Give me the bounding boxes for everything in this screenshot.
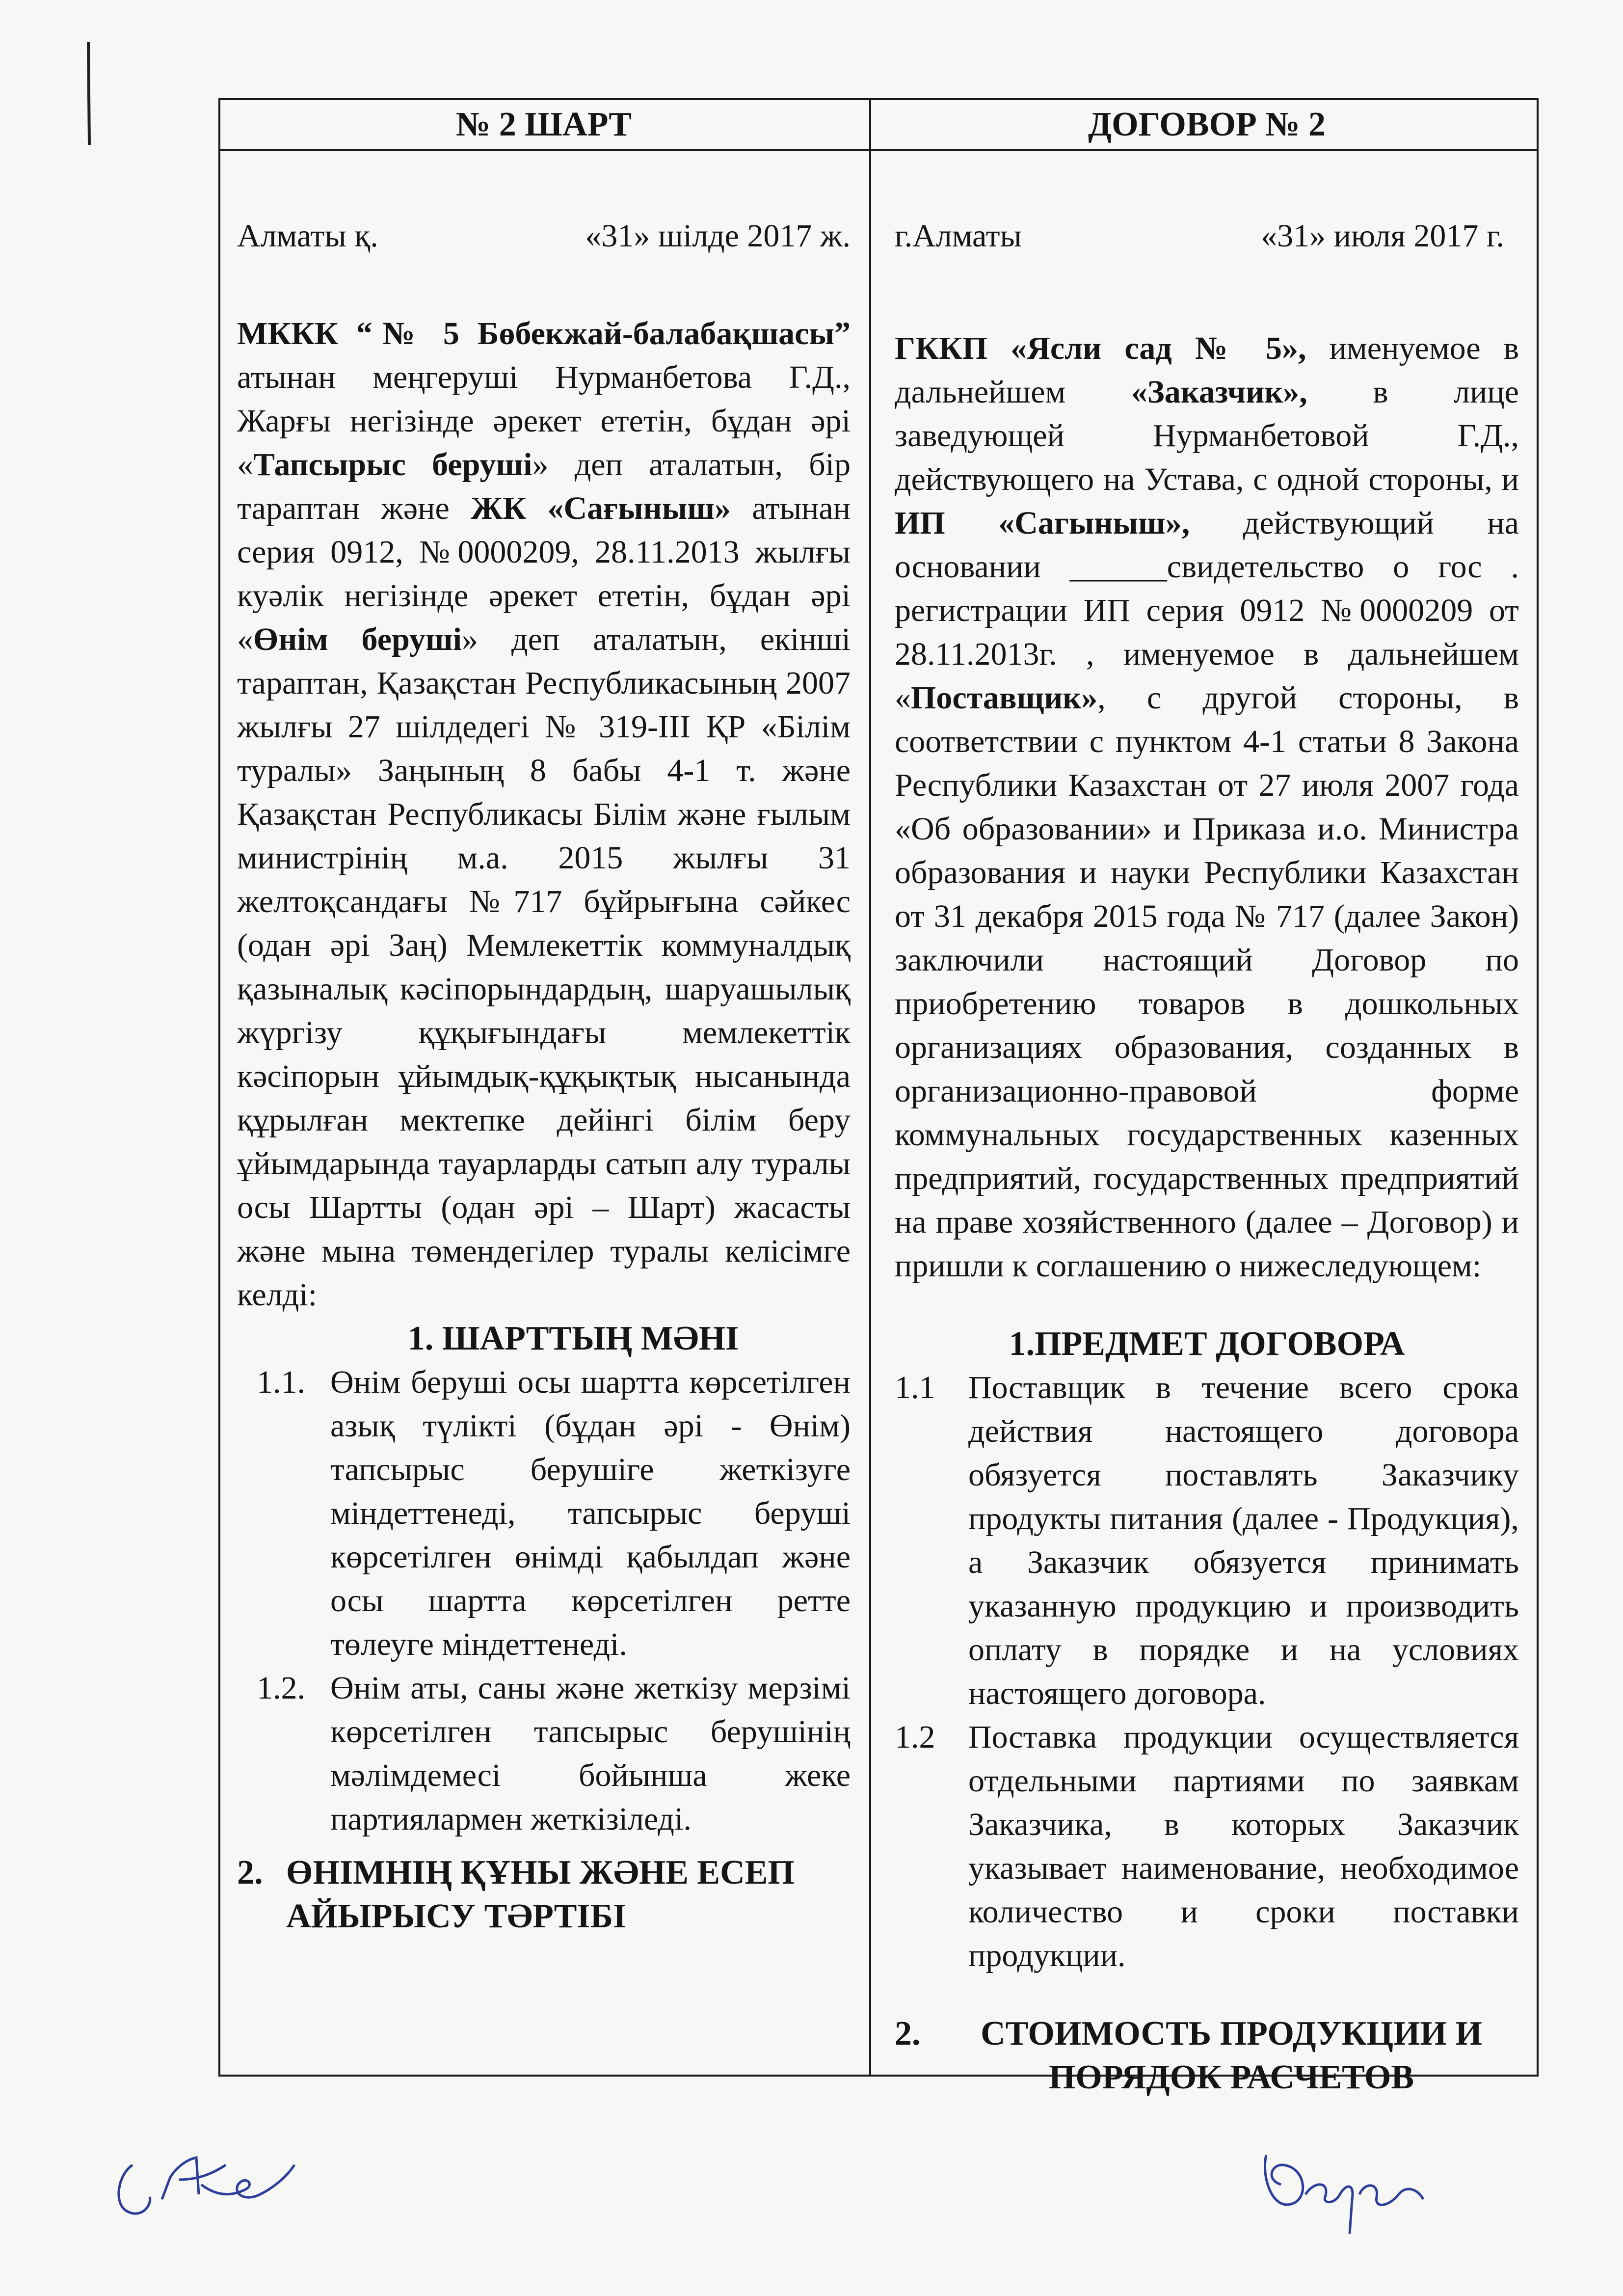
russian-section-1-title: 1.ПРЕДМЕТ ДОГОВОРА	[1009, 1325, 1405, 1363]
kazakh-clause-1-2	[237, 1666, 851, 1841]
section-title: СТОИМОСТЬ ПРОДУКЦИИ И ПОРЯДОК РАСЧЕТОВ	[981, 2015, 1482, 2096]
clause-number: 1.1	[895, 1370, 935, 1405]
bold-run: «Заказчик»,	[1131, 374, 1307, 410]
bold-run: ЖК «Сағыныш»	[471, 490, 731, 526]
russian-column	[871, 100, 1537, 2096]
russian-place-date	[895, 214, 1519, 258]
kazakh-place-date	[237, 214, 851, 258]
contract-table	[218, 98, 1539, 2096]
text-run: действующий на основании ______свидетельство о гос . регистрации ИП серия 0912 №0000209 от 28.11.2013г. , именуемое в дальнейшем «	[895, 505, 1519, 716]
text-run: атынан меңгеруші Нурманбетова Г.Д., Жарғы негізінде әрекет ететін, бұдан әрі «	[237, 359, 851, 483]
text-run: » деп аталатын, бір тараптан және	[237, 447, 851, 526]
bold-run: Поставщик»	[911, 680, 1098, 716]
section-number: 2.	[237, 1854, 263, 1891]
signature-right	[1237, 2135, 1443, 2248]
text-run: именуемое в дальнейшем	[895, 330, 1519, 410]
text-run: » деп аталатын, екінші тараптан, Қазақстан Республикасының 2007 жылғы 27 шілдедегі № 319-III ҚР «Білім туралы» Заңының 8 бабы 4-1 т. және Қазақстан Республикасы Білім және ғылым министрінің м.а. 2015 жылғы 31 желтоқсандағы №717 бұйрығына сәйкес (одан әрі Заң) Мемлекеттік коммуналдық қазыналық кәсіпорындардың, шаруашылық жүргізу құқығындағы мемлекеттік кәсіпорын ұйымдық-құқықтық нысанында құрылған мектепке дейінгі білім беру ұйымдарында тауарларды сатып алу туралы осы Шартты (одан әрі – Шарт) жасасты және мына төмендегілер туралы келісімге келді:	[237, 621, 851, 1313]
kazakh-city: Алматы қ.	[237, 218, 378, 254]
clause-text: Өнім беруші осы шартта көрсетілген азық түлікті (бұдан әрі - Өнім) тапсырыс берушіге жеткізуге міндеттенеді, тапсырыс беруші көрсетілген өнімді қабылдап және осы шартта көрсетілген ретте төлеуге міндеттенеді.	[330, 1364, 851, 1662]
kazakh-clause-1-1	[237, 1360, 851, 1666]
russian-contract-title: ДОГОВОР № 2	[1088, 106, 1326, 143]
signature-right-stroke	[1265, 2155, 1423, 2234]
bold-run: Тапсырыс беруші	[253, 447, 532, 483]
section-number: 2.	[895, 2015, 921, 2053]
binder-mark-line	[79, 39, 98, 147]
bold-run: ИП «Сагыныш»,	[895, 505, 1190, 541]
bold-run: МККК “№ 5 Бөбекжай-балабақшасы”	[237, 316, 851, 351]
russian-date: «31» июля 2017 г.	[1261, 218, 1504, 254]
bold-run: ГККП «Ясли сад № 5»,	[895, 330, 1306, 366]
section-title: ӨНІМНІҢ ҚҰНЫ ЖӘНЕ ЕСЕП АЙЫРЫСУ ТӘРТІБІ	[286, 1854, 795, 1935]
clause-text: Өнім аты, саны және жеткізу мерзімі көрсетілген тапсырыс берушінің мәлімдемесі бойынша жеке партиялармен жеткізіледі.	[330, 1670, 851, 1837]
clause-number: 1.2	[895, 1719, 935, 1755]
text-run: , с другой стороны, в соответствии с пунктом 4-1 статьи 8 Закона Республики Казахстан от 27 июля 2007 года «Об образовании» и Приказа и.о. Министра образования и науки Республики Казахстан от 31 декабря 2015 года № 717 (далее Закон) заключили настоящий Договор по приобретению товаров в дошкольных организациях образования, созданных в организационно-правовой форме коммунальных государственных казенных предприятий, государственных предприятий на праве хозяйственного (далее – Договор) и пришли к соглашению о нижеследующем:	[895, 680, 1519, 1284]
clause-text: Поставщик в течение всего срока действия настоящего договора обязуется поставлять Заказчику продукты питания (далее - Продукция), а Заказчик обязуется принимать указанную продукцию и производить оплату в порядке и на условиях настоящего договора.	[968, 1370, 1519, 1711]
russian-city: г.Алматы	[895, 218, 1022, 254]
clause-number: 1.2.	[257, 1670, 305, 1706]
clause-text: Поставка продукции осуществляется отдельными партиями по заявкам Заказчика, в которых Заказчик указывает наименование, необходимое количество и сроки поставки продукции.	[968, 1719, 1519, 1973]
binder-mark	[79, 39, 98, 147]
kazakh-date: «31» шілде 2017 ж.	[585, 218, 851, 254]
kazakh-preamble	[237, 312, 851, 1317]
russian-clause-1-2	[895, 1715, 1519, 1977]
kazakh-section-2-title	[237, 1851, 851, 1938]
russian-preamble	[895, 326, 1519, 1288]
russian-clause-1-1	[895, 1366, 1519, 1715]
text-run: атынан серия 0912, №0000209, 28.11.2013 жылғы куәлік негізінде әрекет ететін, бұдан әрі «	[237, 490, 851, 657]
signature-left-stroke	[119, 2158, 294, 2214]
kazakh-section-1-title: 1. ШАРТТЫҢ МӘНІ	[407, 1320, 739, 1357]
russian-section-2-title	[895, 2012, 1519, 2099]
bold-run: Өнім беруші	[253, 621, 462, 657]
text-run: в лице заведующей Нурманбетовой Г.Д., действующего на Устава, с одной стороны, и	[895, 374, 1519, 497]
signature-left	[98, 2106, 304, 2234]
kazakh-contract-title: № 2 ШАРТ	[455, 106, 632, 143]
clause-number: 1.1.	[257, 1364, 305, 1400]
kazakh-column	[220, 100, 869, 2075]
